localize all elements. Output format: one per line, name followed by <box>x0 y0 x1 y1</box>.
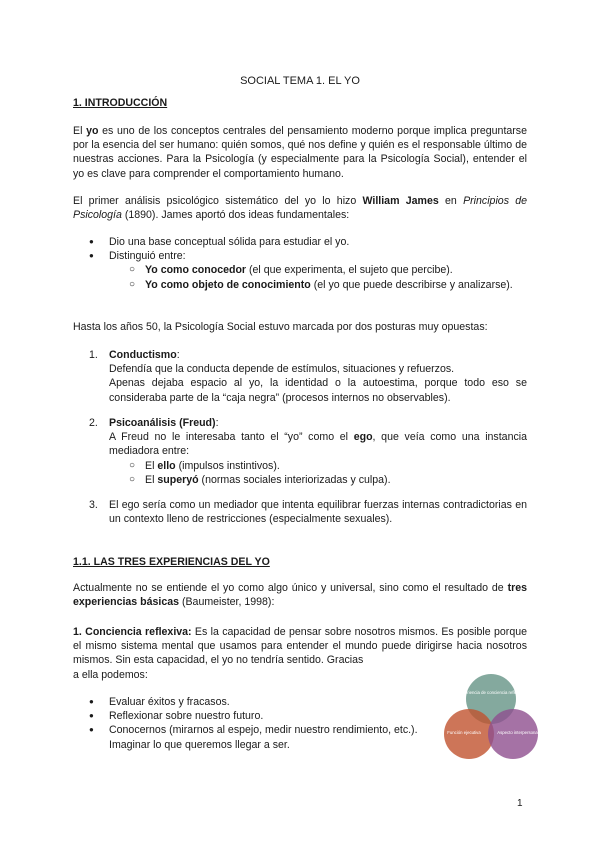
list-item: ● Dio una base conceptual sólida para estudiar el yo. <box>73 235 527 249</box>
document-title: SOCIAL TEMA 1. EL YO <box>240 75 360 87</box>
venn-label-funcion: Función ejecutiva <box>447 730 481 735</box>
list-item: ● Conocernos (mirarnos al espejo, medir nuestro rendimiento, etc.). <box>73 723 443 737</box>
conciencia-paragraph: 1. Conciencia reflexiva: Es la capacidad de pensar sobre nosotros mismos. Es posible porque el mismo sistema mental que usamos para entender el mundo puede dirigirse hacia nosotros mismos. Sin esta capacidad, el yo no tendría sentido. Gracias <box>73 626 527 667</box>
conciencia-list <box>73 695 443 752</box>
intro-paragraph: El yo es uno de los conceptos centrales del pensamiento moderno porque implica preguntarse por la esencia del ser humano: quién somos, qué nos define y quién es el responsable último de nuestras acciones. Para la Psicología (y especialmente para la Psicología Social), entender el yo es clave para comprender el comportamiento humano. <box>73 125 527 180</box>
sub-list-item: ○ Yo como conocedor (el que experimenta, el sujeto que percibe). <box>73 263 527 277</box>
section-heading-introduccion: 1. INTRODUCCIÓN <box>73 97 168 109</box>
conciencia-paragraph-end: a ella podemos: <box>73 669 148 681</box>
list-item-continuation: Imaginar lo que queremos llegar a ser. <box>109 738 290 751</box>
venn-label-conciencia: Experiencia de conciencia reflexiva <box>457 690 525 695</box>
list-item: ● Evaluar éxitos y fracasos. <box>73 695 443 709</box>
experiencias-paragraph: Actualmente no se entiende el yo como algo único y universal, sino como el resultado de tres experiencias básicas (Baumeister, 1998): <box>73 582 527 609</box>
numbered-item-conductismo: 1. Conductismo: Defendía que la conducta depende de estímulos, situaciones y refuerzos. Apenas dejaba espacio al yo, la identidad o la autoestima, porque todo eso se consideraba parte de la “caja negra” (procesos internos no observables). <box>89 349 527 404</box>
sub-list-item: ○ El superyó (normas sociales interiorizadas y culpa). <box>73 473 527 487</box>
list-item: ● Distinguió entre: <box>73 249 527 263</box>
three-experiences-venn-diagram <box>442 674 540 760</box>
numbered-item-psicoanalisis: 2. Psicoanálisis (Freud): A Freud no le interesaba tanto el “yo” como el ego, que veía como una instancia mediadora entre: ○ El ello (impulsos instintivos). ○ El superyó (normas sociales interiorizadas y culpa). <box>73 416 527 487</box>
list-item: ● Reflexionar sobre nuestro futuro. <box>73 709 443 723</box>
section-heading-tres-experiencias: 1.1. LAS TRES EXPERIENCIAS DEL YO <box>73 556 270 568</box>
james-list <box>73 235 527 292</box>
sub-list-item: ○ El ello (impulsos instintivos). <box>73 459 527 473</box>
postures-intro: Hasta los años 50, la Psicología Social estuvo marcada por dos posturas muy opuestas: <box>73 321 488 333</box>
james-paragraph: El primer análisis psicológico sistemático del yo lo hizo William James en Principios de Psicología (1890). James aportó dos ideas fundamentales: <box>73 195 528 222</box>
numbered-item-ego: 3. El ego sería como un mediador que intenta equilibrar fuerzas internas contradictorias en un contexto lleno de restricciones (especialmente sexuales). <box>89 499 527 526</box>
venn-label-interpersonal: Aspecto interpersonal <box>497 730 539 735</box>
sub-list-item: ○ Yo como objeto de conocimiento (el yo que puede describirse y analizarse). <box>73 278 527 292</box>
page-number: 1 <box>517 798 523 809</box>
